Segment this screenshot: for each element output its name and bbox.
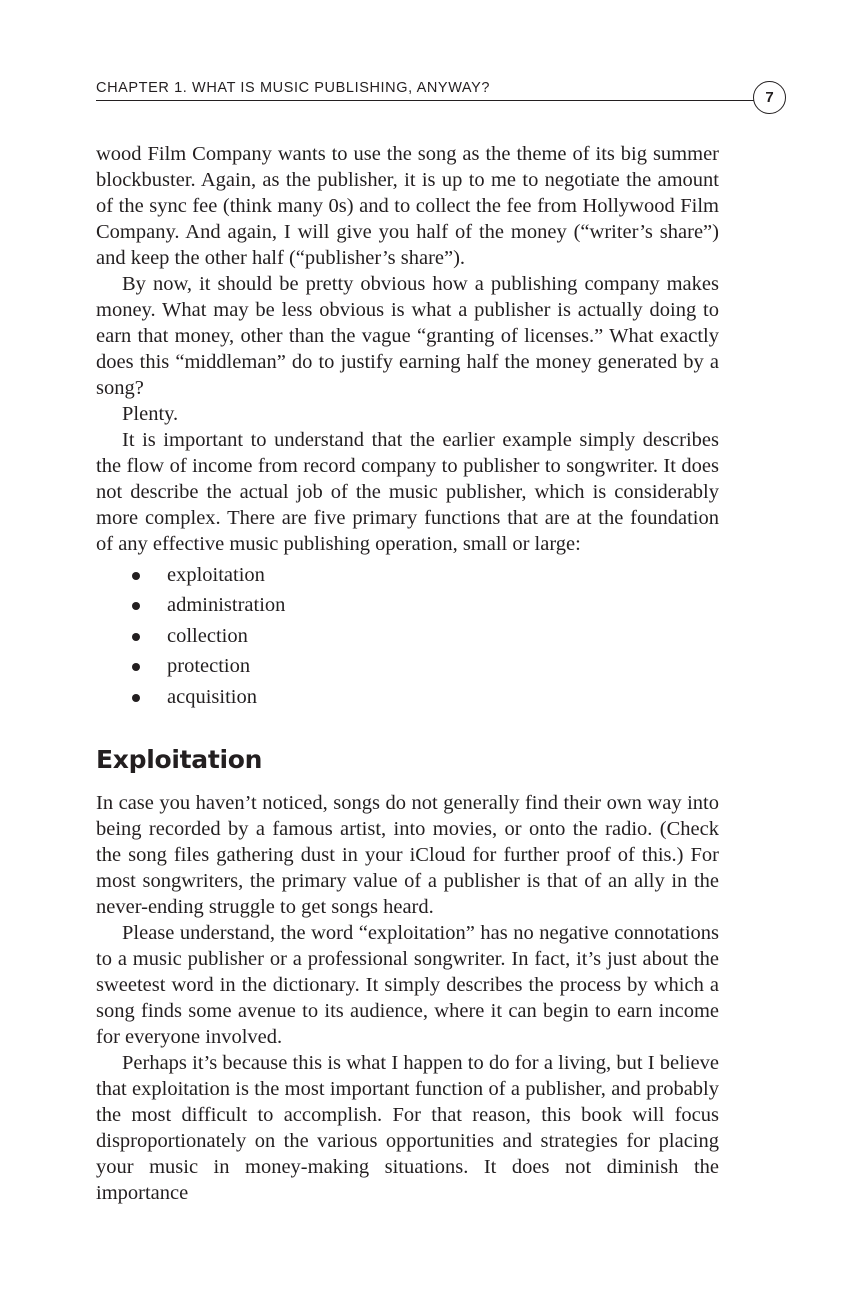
list-item [96,621,719,651]
list-item-text: administration [167,594,286,617]
paragraph: It is important to understand that the earlier example simply describes the flow of income from record company to publisher to songwriter. It does not describe the actual job of the music publisher, which is considerably more complex. There are five primary functions that are at the foundation of any effective music publishing operation, small or large: [96,429,719,555]
page-number: 7 [765,89,774,106]
paragraph: Plenty. [122,403,179,425]
bullet-icon [132,694,140,702]
bullet-icon [132,572,140,580]
section-heading: Exploitation [96,744,263,774]
list-item-text: exploitation [167,564,265,586]
paragraph: By now, it should be pretty obvious how a publishing company makes money. What may be less obvious is what a publisher is actually doing to earn that money, other than the vague “granting of licenses.” What exactly does this “middleman” do to justify earning half the money generated by a song? [96,273,719,399]
running-header [96,78,758,101]
page-body [96,141,719,1206]
list-item [96,590,719,620]
bullet-icon [132,602,140,610]
bullet-icon [132,633,140,641]
paragraph-continued: wood Film Company wants to use the song as the theme of its big summer blockbuster. Again, as the publisher, it is up to me to negotiate the amount of the sync fee (think many 0s) and to collect the fee from Hollywood Film Company. And again, I will give you half of the money (“writer’s share”) and keep the other half (“publisher’s share”). [96,143,719,269]
functions-list [96,560,719,712]
list-item-text: protection [167,655,251,678]
list-item-text: acquisition [167,685,257,708]
paragraph: Please understand, the word “exploitation” has no negative connotations to a music publisher or a professional songwriter. In fact, it’s just about the sweetest word in the dictionary. It simply describes the process by which a song finds some avenue to its audience, where it can begin to earn income for everyone involved. [96,921,719,1048]
paragraph: In case you haven’t noticed, songs do not generally find their own way into being recorded by a famous artist, into movies, or onto the radio. (Check the song files gathering dust in your iCloud for further proof of this.) For most songwriters, the primary value of a publisher is that of an ally in the never-ending struggle to get songs heard. [96,791,719,918]
bullet-icon [132,663,140,671]
list-item [96,651,719,681]
list-item [96,682,719,712]
list-item [96,560,719,590]
paragraph: Perhaps it’s because this is what I happen to do for a living, but I believe that exploitation is the most important function of a publisher, and probably the most difficult to accomplish. For that reason, this book will focus disproportionately on the various opportunities and strategies for placing your music in money-making situations. It does not diminish the importance [96,1051,719,1204]
list-item-text: collection [167,624,248,647]
page-number-badge [753,81,786,114]
running-head-title: CHAPTER 1. WHAT IS MUSIC PUBLISHING, ANYWAY? [96,80,491,96]
